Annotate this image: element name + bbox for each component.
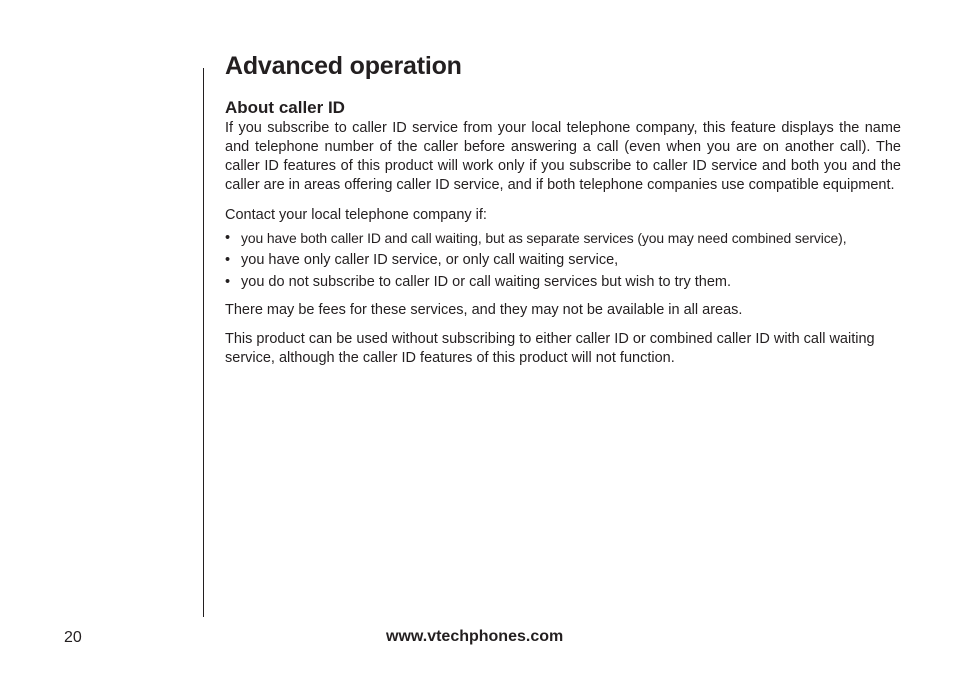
footer-url: www.vtechphones.com — [386, 628, 564, 645]
intro-paragraph: If you subscribe to caller ID service from your local telephone company, this feature displays the name and telephone number of the caller before answering a call (even when you are on another call). The caller ID features of this product will work only if you subscribe to caller ID service and both you and the caller are in areas offering caller ID service, and if both telephone companies use compatible equipment. — [225, 120, 901, 193]
bullet-icon: • — [225, 230, 231, 246]
list-item — [225, 249, 901, 271]
margin-rule — [203, 68, 204, 617]
bullet-list — [225, 227, 901, 293]
page-number: 20 — [64, 629, 82, 646]
product-note: This product can be used without subscribing to either caller ID or combined caller ID with call waiting service, although the caller ID features of this product will not function. — [225, 331, 875, 366]
list-item-text: you do not subscribe to caller ID or call waiting services but wish to try them. — [241, 274, 731, 290]
section-heading: About caller ID — [225, 98, 345, 117]
bullet-icon: • — [225, 252, 231, 268]
bullet-icon: • — [225, 274, 231, 290]
fees-note: There may be fees for these services, and they may not be available in all areas. — [225, 302, 743, 318]
list-item — [225, 227, 901, 249]
list-item — [225, 271, 901, 293]
page-title: Advanced operation — [225, 52, 462, 80]
list-item-text: you have both caller ID and call waiting, but as separate services (you may need combined service), — [241, 230, 847, 246]
page-content — [225, 50, 901, 368]
contact-lead: Contact your local telephone company if: — [225, 207, 487, 223]
list-item-text: you have only caller ID service, or only call waiting service, — [241, 252, 619, 268]
